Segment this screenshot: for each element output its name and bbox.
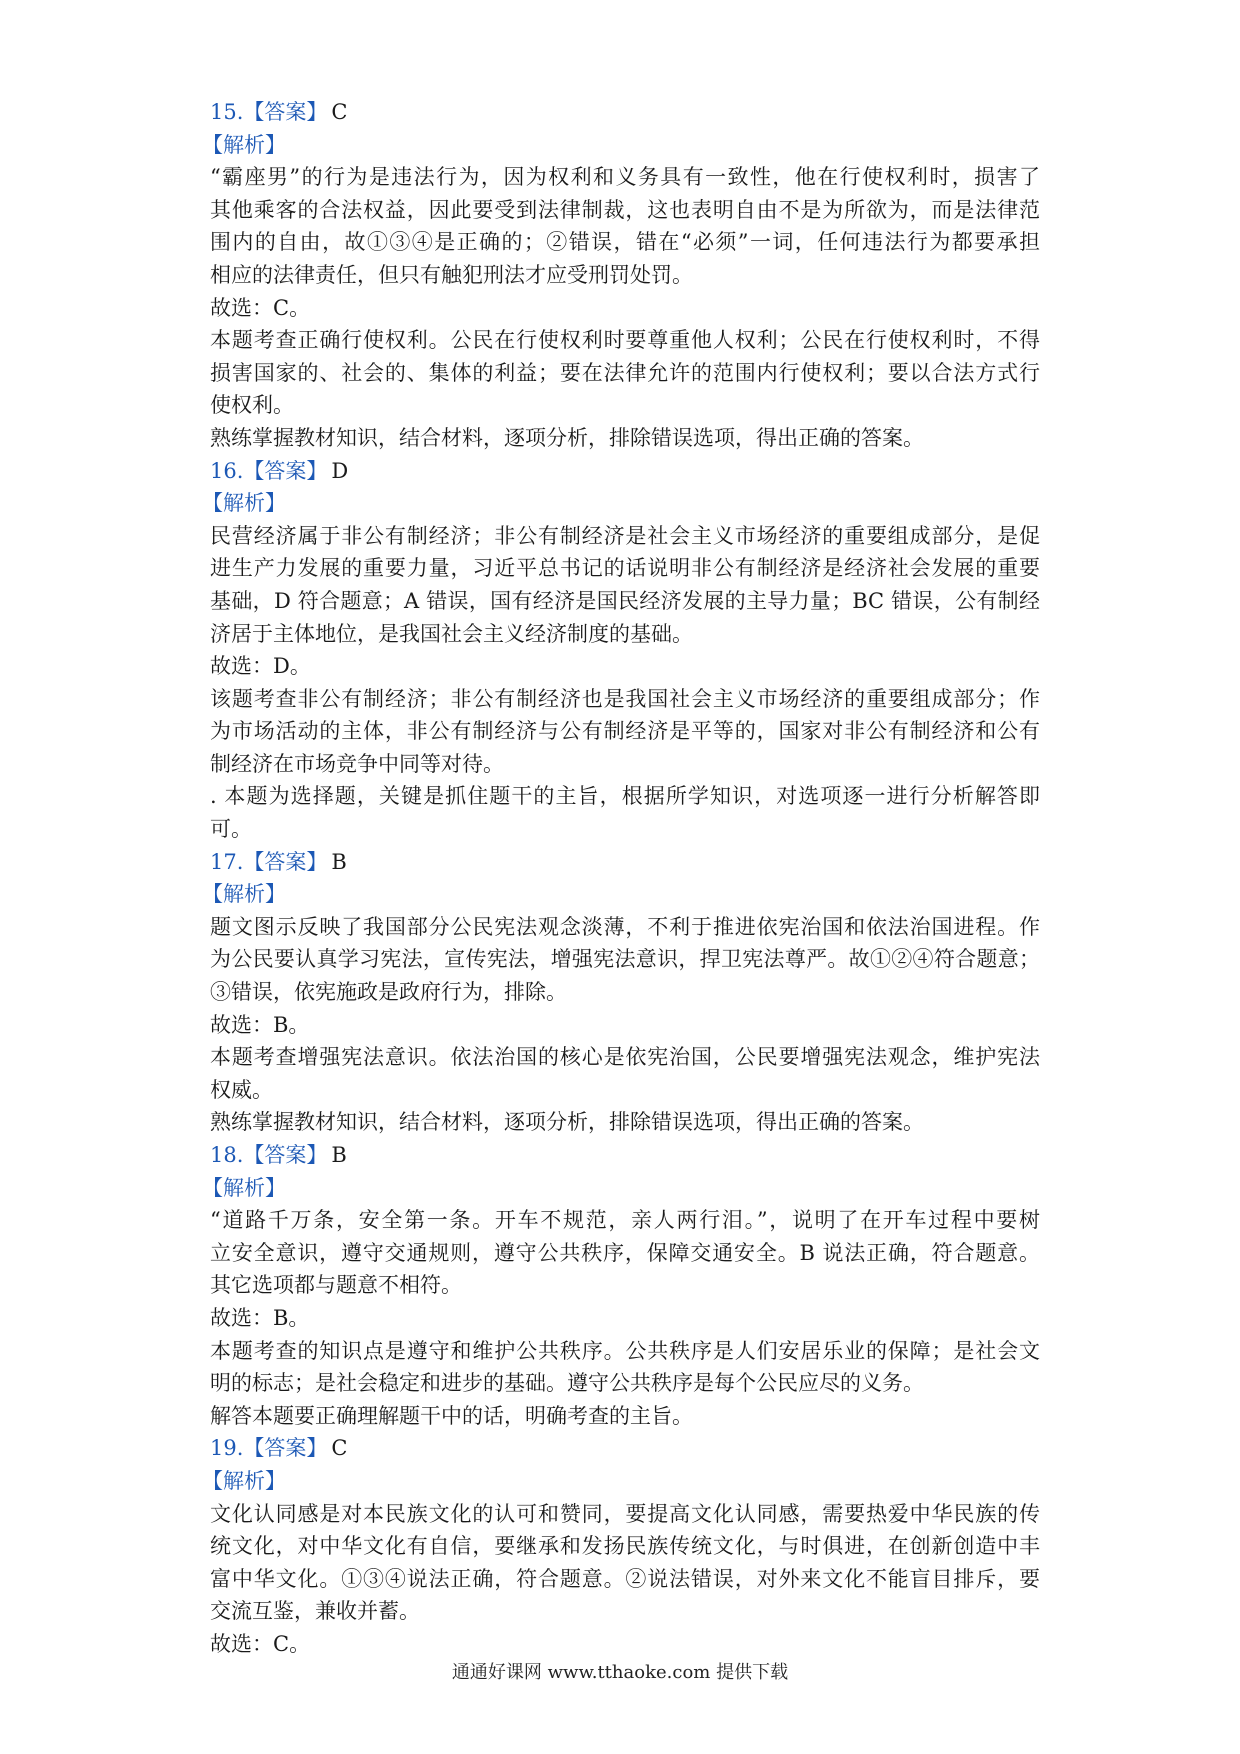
text-line: 富中华文化。①③④说法正确，符合题意。②说法错误，对外来文化不能盲目排斥，要 xyxy=(210,1566,1040,1591)
analysis-label: 【解析】 xyxy=(202,1468,286,1493)
question-block-15 xyxy=(202,96,1040,455)
text-line: . 本题为选择题，关键是抓住题干的主旨，根据所学知识，对选项逐一进行分析解答即 xyxy=(210,784,1040,809)
question-number: 15. xyxy=(210,100,244,124)
question-number: 18. xyxy=(210,1143,244,1167)
text-line: 可。 xyxy=(210,817,252,842)
page-footer: 通通好课网 www.tthaoke.com 提供下载 xyxy=(451,1662,789,1683)
answer-header xyxy=(210,1432,1040,1465)
question-number: 19. xyxy=(210,1436,244,1461)
text-line: 交流互鉴，兼收并蓄。 xyxy=(210,1599,420,1624)
question-number: 17. xyxy=(210,849,244,874)
answer-header xyxy=(210,1139,1040,1172)
text-line: 基础，D 符合题意；A 错误，国有经济是国民经济发展的主导力量；BC 错误，公有制经 xyxy=(210,588,1040,613)
text-line: 进生产力发展的重要力量，习近平总书记的话说明非公有制经济是经济社会发展的重要 xyxy=(210,556,1040,581)
text-line: 民营经济属于非公有制经济；非公有制经济是社会主义市场经济的重要组成部分，是促 xyxy=(210,523,1040,548)
text-line: 故选：D。 xyxy=(210,654,311,679)
text-line: 故选：C。 xyxy=(210,1631,311,1656)
text-line: “霸座男”的行为是违法行为，因为权利和义务具有一致性，他在行使权利时，损害了 xyxy=(210,165,1040,190)
text-line: 损害国家的、社会的、集体的利益；要在法律允许的范围内行使权利；要以合法方式行 xyxy=(210,360,1040,385)
answer-label: 【答案】 xyxy=(243,100,328,124)
text-line: 熟练掌握教材知识，结合材料，逐项分析，排除错误选项，得出正确的答案。 xyxy=(210,425,924,450)
text-line: 为公民要认真学习宪法，宣传宪法，增强宪法意识，捍卫宪法尊严。故①②④符合题意； xyxy=(210,947,1040,972)
text-line: 其它选项都与题意不相符。 xyxy=(210,1273,462,1298)
text-line: “道路千万条，安全第一条。开车不规范，亲人两行泪。”，说明了在开车过程中要树 xyxy=(210,1208,1040,1233)
text-line: 题文图示反映了我国部分公民宪法观念淡薄，不利于推进依宪治国和依法治国进程。作 xyxy=(210,914,1040,939)
text-line: 明的标志；是社会稳定和进步的基础。遵守公共秩序是每个公民应尽的义务。 xyxy=(210,1371,924,1396)
text-line: 本题考查正确行使权利。公民在行使权利时要尊重他人权利；公民在行使权利时，不得 xyxy=(210,328,1040,353)
text-line: 济居于主体地位，是我国社会主义经济制度的基础。 xyxy=(210,621,693,646)
text-line: 为市场活动的主体，非公有制经济与公有制经济是平等的，国家对非公有制经济和公有 xyxy=(210,719,1040,744)
text-line: 故选：B。 xyxy=(210,1012,310,1037)
text-line: 故选：B。 xyxy=(210,1305,310,1330)
text-line: 权威。 xyxy=(210,1077,273,1102)
text-line: 相应的法律责任，但只有触犯刑法才应受刑罚处罚。 xyxy=(210,262,693,287)
text-line: 立安全意识，遵守交通规则，遵守公共秩序，保障交通安全。B 说法正确，符合题意。 xyxy=(210,1240,1040,1265)
text-line: 文化认同感是对本民族文化的认可和赞同，要提高文化认同感，需要热爱中华民族的传 xyxy=(210,1501,1040,1526)
answer-label: 【答案】 xyxy=(243,1143,328,1167)
document-body xyxy=(202,96,1040,1661)
answer-header xyxy=(210,455,1040,488)
text-line: 使权利。 xyxy=(210,393,294,418)
answer-label: 【答案】 xyxy=(243,458,328,483)
text-line: 该题考查非公有制经济；非公有制经济也是我国社会主义市场经济的重要组成部分；作 xyxy=(210,686,1040,711)
answer-label: 【答案】 xyxy=(243,849,328,874)
analysis-label: 【解析】 xyxy=(202,491,286,516)
question-number: 16. xyxy=(210,458,244,483)
text-line: 本题考查的知识点是遵守和维护公共秩序。公共秩序是人们安居乐业的保障；是社会文 xyxy=(210,1338,1040,1363)
answer-value: B xyxy=(331,1143,347,1167)
text-line: 本题考查增强宪法意识。依法治国的核心是依宪治国，公民要增强宪法观念，维护宪法 xyxy=(210,1045,1040,1070)
analysis-label: 【解析】 xyxy=(202,132,286,157)
text-line: 故选：C。 xyxy=(210,295,311,320)
text-line: 熟练掌握教材知识，结合材料，逐项分析，排除错误选项，得出正确的答案。 xyxy=(210,1110,924,1135)
analysis-label: 【解析】 xyxy=(202,882,286,907)
text-line: 解答本题要正确理解题干中的话，明确考查的主旨。 xyxy=(210,1403,693,1428)
question-block-16 xyxy=(202,455,1040,846)
question-block-19 xyxy=(202,1432,1040,1660)
answer-value: C xyxy=(331,100,348,124)
question-block-17 xyxy=(202,846,1040,1139)
answer-value: B xyxy=(331,849,347,874)
answer-header xyxy=(210,846,1040,879)
text-line: 围内的自由，故①③④是正确的；②错误，错在“必须”一词，任何违法行为都要承担 xyxy=(210,230,1040,255)
text-line: 其他乘客的合法权益，因此要受到法律制裁，这也表明自由不是为所欲为，而是法律范 xyxy=(210,197,1040,222)
text-line: 统文化，对中华文化有自信，要继承和发扬民族传统文化，与时俱进，在创新创造中丰 xyxy=(210,1534,1040,1559)
answer-value: C xyxy=(331,1436,348,1461)
text-line: ③错误，依宪施政是政府行为，排除。 xyxy=(210,980,567,1005)
answer-value: D xyxy=(331,458,349,483)
text-line: 制经济在市场竞争中同等对待。 xyxy=(210,751,504,776)
answer-header xyxy=(210,96,1040,129)
analysis-label: 【解析】 xyxy=(202,1175,286,1200)
question-block-18 xyxy=(202,1139,1040,1432)
answer-label: 【答案】 xyxy=(243,1436,328,1461)
